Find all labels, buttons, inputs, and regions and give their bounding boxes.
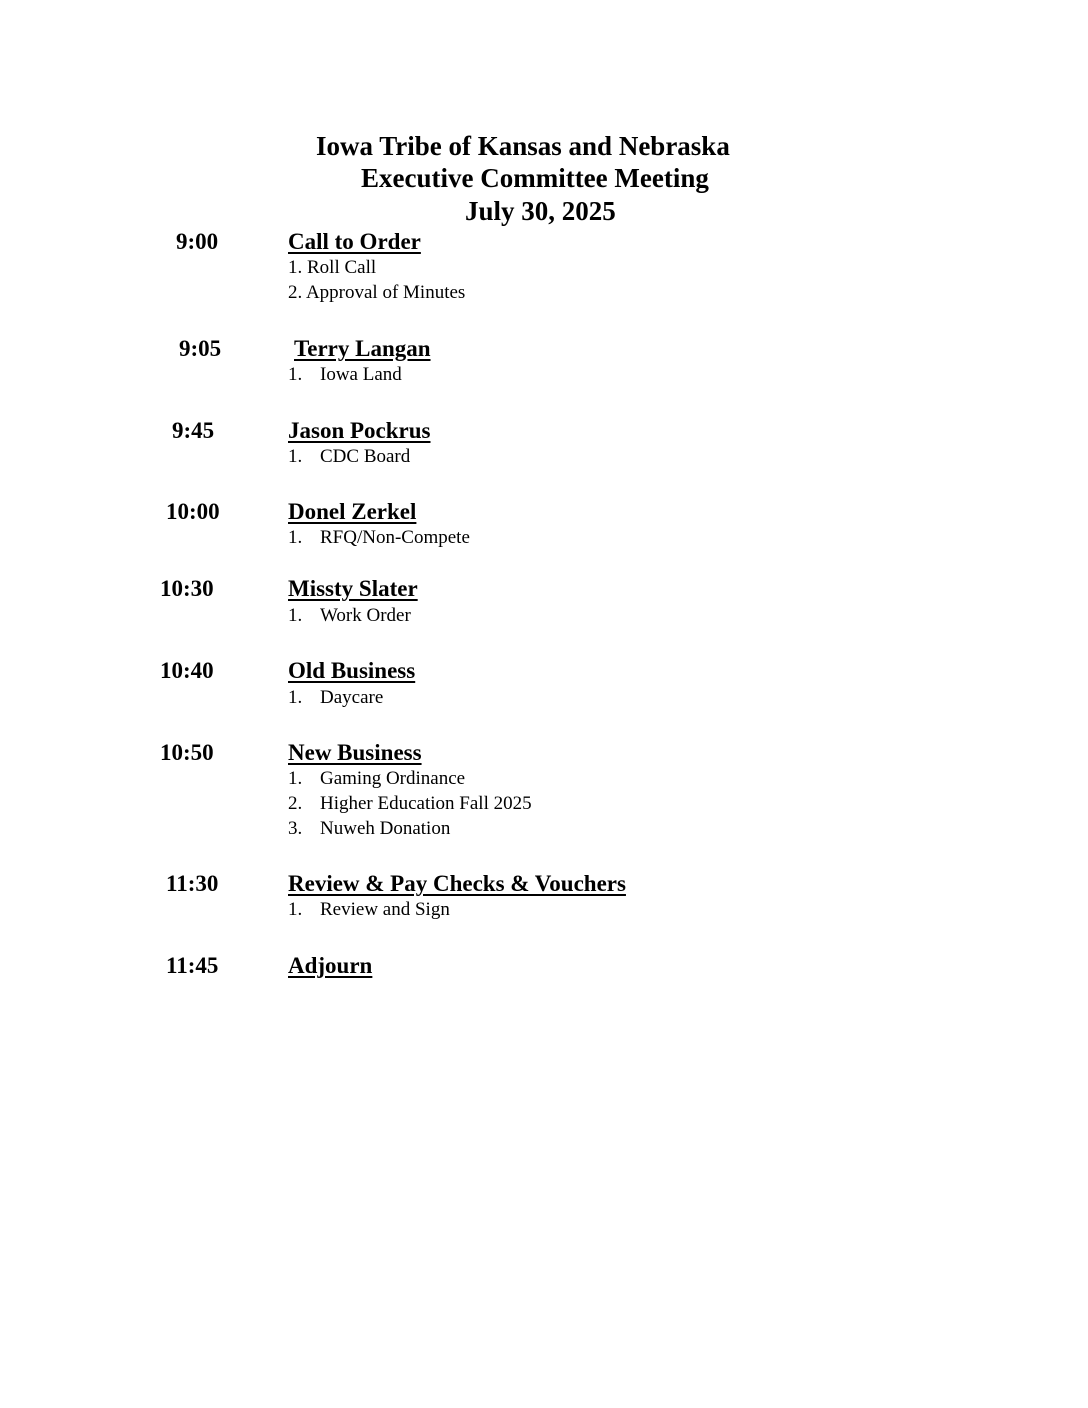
agenda-heading: Missty Slater [288,576,418,601]
item-text: Review and Sign [320,899,450,920]
agenda-heading: Review & Pay Checks & Vouchers [288,871,626,896]
title-date: July 30, 2025 [465,196,616,226]
agenda-time: 11:30 [166,871,219,896]
item-number: 2. [288,793,303,814]
agenda-time: 10:00 [166,499,220,524]
item-text: Higher Education Fall 2025 [320,793,532,814]
agenda-time: 9:05 [179,336,222,361]
item-number: 1. [288,446,303,467]
agenda-item-list [288,897,450,922]
agenda-item-list [288,685,383,710]
list-item [288,280,465,305]
agenda-time: 9:45 [172,418,215,443]
list-item [288,766,532,791]
agenda-item-list [288,255,465,305]
list-item [288,897,450,922]
list-item [288,816,532,841]
item-number: 3. [288,818,303,839]
agenda-time: 10:40 [160,658,214,683]
agenda-heading: Call to Order [288,229,421,254]
list-item [288,525,470,550]
agenda-item-list [288,766,532,841]
item-text: Work Order [320,605,411,626]
item-text: CDC Board [320,446,411,467]
item-number: 1. [288,899,303,920]
item-text: Iowa Land [320,364,402,385]
item-number: 2. [288,282,303,303]
agenda-time: 11:45 [166,953,219,978]
agenda-heading: Donel Zerkel [288,499,417,524]
agenda-time: 9:00 [176,229,219,254]
agenda-heading: Old Business [288,658,416,683]
item-text: Daycare [320,687,384,708]
list-item [288,362,402,387]
agenda-time: 10:50 [160,740,214,765]
list-item [288,685,383,710]
agenda-item-list [288,603,411,628]
agenda-time: 10:30 [160,576,214,601]
item-text: Roll Call [307,257,377,278]
item-number: 1. [288,257,303,278]
item-number: 1. [288,364,303,385]
item-number: 1. [288,605,303,626]
list-item [288,255,465,280]
item-text: RFQ/Non-Compete [320,527,470,548]
title-organization: Iowa Tribe of Kansas and Nebraska [316,131,730,161]
list-item [288,603,411,628]
agenda-item-list [288,525,470,550]
agenda-item-list [288,362,402,387]
item-number: 1. [288,768,303,789]
agenda-heading: Terry Langan [294,336,431,361]
item-number: 1. [288,687,303,708]
agenda-heading: New Business [288,740,422,765]
item-text: Nuweh Donation [320,818,451,839]
agenda-heading: Adjourn [288,953,373,978]
title-meeting: Executive Committee Meeting [361,163,709,193]
item-text: Gaming Ordinance [320,768,466,789]
item-number: 1. [288,527,303,548]
agenda-heading: Jason Pockrus [288,418,431,443]
agenda-item-list [288,444,410,469]
list-item [288,444,410,469]
list-item [288,791,532,816]
item-text: Approval of Minutes [305,282,466,303]
